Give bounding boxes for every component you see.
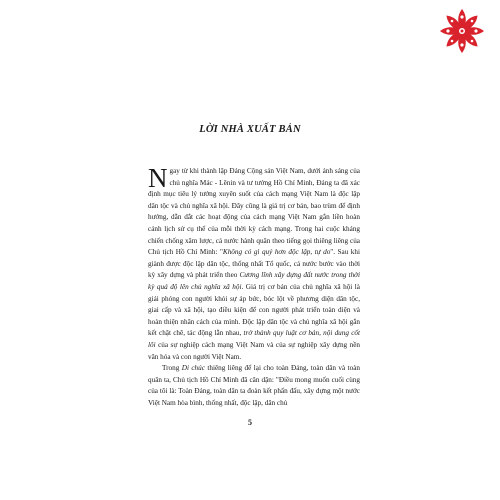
emphasis-italic: trở thành quy luật cơ bản, nội dung cốt lõi [148, 329, 360, 349]
quote-italic: Không có gì quý hơn độc lập, tự do [222, 248, 331, 257]
document-title-italic: Cương lĩnh xây dựng đất nước trong thời kỳ quá độ lên chủ nghĩa xã hội [148, 271, 360, 291]
page-heading: LỜI NHÀ XUẤT BẢN [199, 124, 301, 135]
text-run: ". Sau khi giành được độc lập dân tộc, thống nhất Tổ quốc, cả nước bước vào thời kỳ xây dựng và phát triển theo [148, 248, 360, 280]
text-run: . Giá trị cơ bản của chủ nghĩa xã hội là giải phóng con người khỏi sự áp bức, bóc lột về phương diện dân tộc, giai cấp và xã hội, tạo điều kiện để con người phát triển toàn diện và hoàn thiện nhân cách của mình. Độc lập dân tộc và chủ nghĩa xã hội gắn kết chặt chẽ, tác động lẫn nhau, [148, 282, 360, 338]
drop-cap: N [148, 163, 168, 193]
paragraph-2 [148, 363, 360, 409]
paragraph-1 [148, 163, 360, 363]
body-text [148, 163, 360, 409]
page-number: 5 [248, 418, 252, 427]
flower-ornament-icon [437, 6, 487, 56]
text-run: gay từ khi thành lập Đảng Cộng sản Việt Nam, dưới ánh sáng của chủ nghĩa Mác - Lênin và tư tưởng Hồ Chí Minh, Đảng ta đã xác định mục tiêu lý tưởng xuyên suốt của cách mạng Việt Nam là độc lập dân tộc và chủ nghĩa xã hội. Đây cũng là giá trị cơ bản, bao trùm để định hướng, dẫn dắt các hoạt động của cách mạng Việt Nam gắn liền hoàn cảnh lịch sử cụ thể của mỗi thời kỳ cách mạng. Trong hai cuộc kháng chiến chống xâm lược, cả nước hành quân theo tiếng gọi thiêng liêng của Chủ tịch Hồ Chí Minh: " [148, 167, 360, 257]
text-run: thiêng liêng để lại cho toàn Đảng, toàn dân và toàn quân ta, Chủ tịch Hồ Chí Minh đã căn dặn: "Điều mong muốn cuối cùng của tôi là: Toàn Đảng, toàn dân ta đoàn kết phấn đấu, xây dựng một nước Việt Nam hòa bình, thống nhất, độc lập, dân chủ [148, 364, 360, 407]
text-run: của sự nghiệp cách mạng Việt Nam và của sự nghiệp xây dựng nền văn hóa và con người Việt Nam. [148, 340, 360, 361]
text-run: Trong [162, 364, 182, 373]
document-title-italic: Di chúc [181, 364, 205, 373]
